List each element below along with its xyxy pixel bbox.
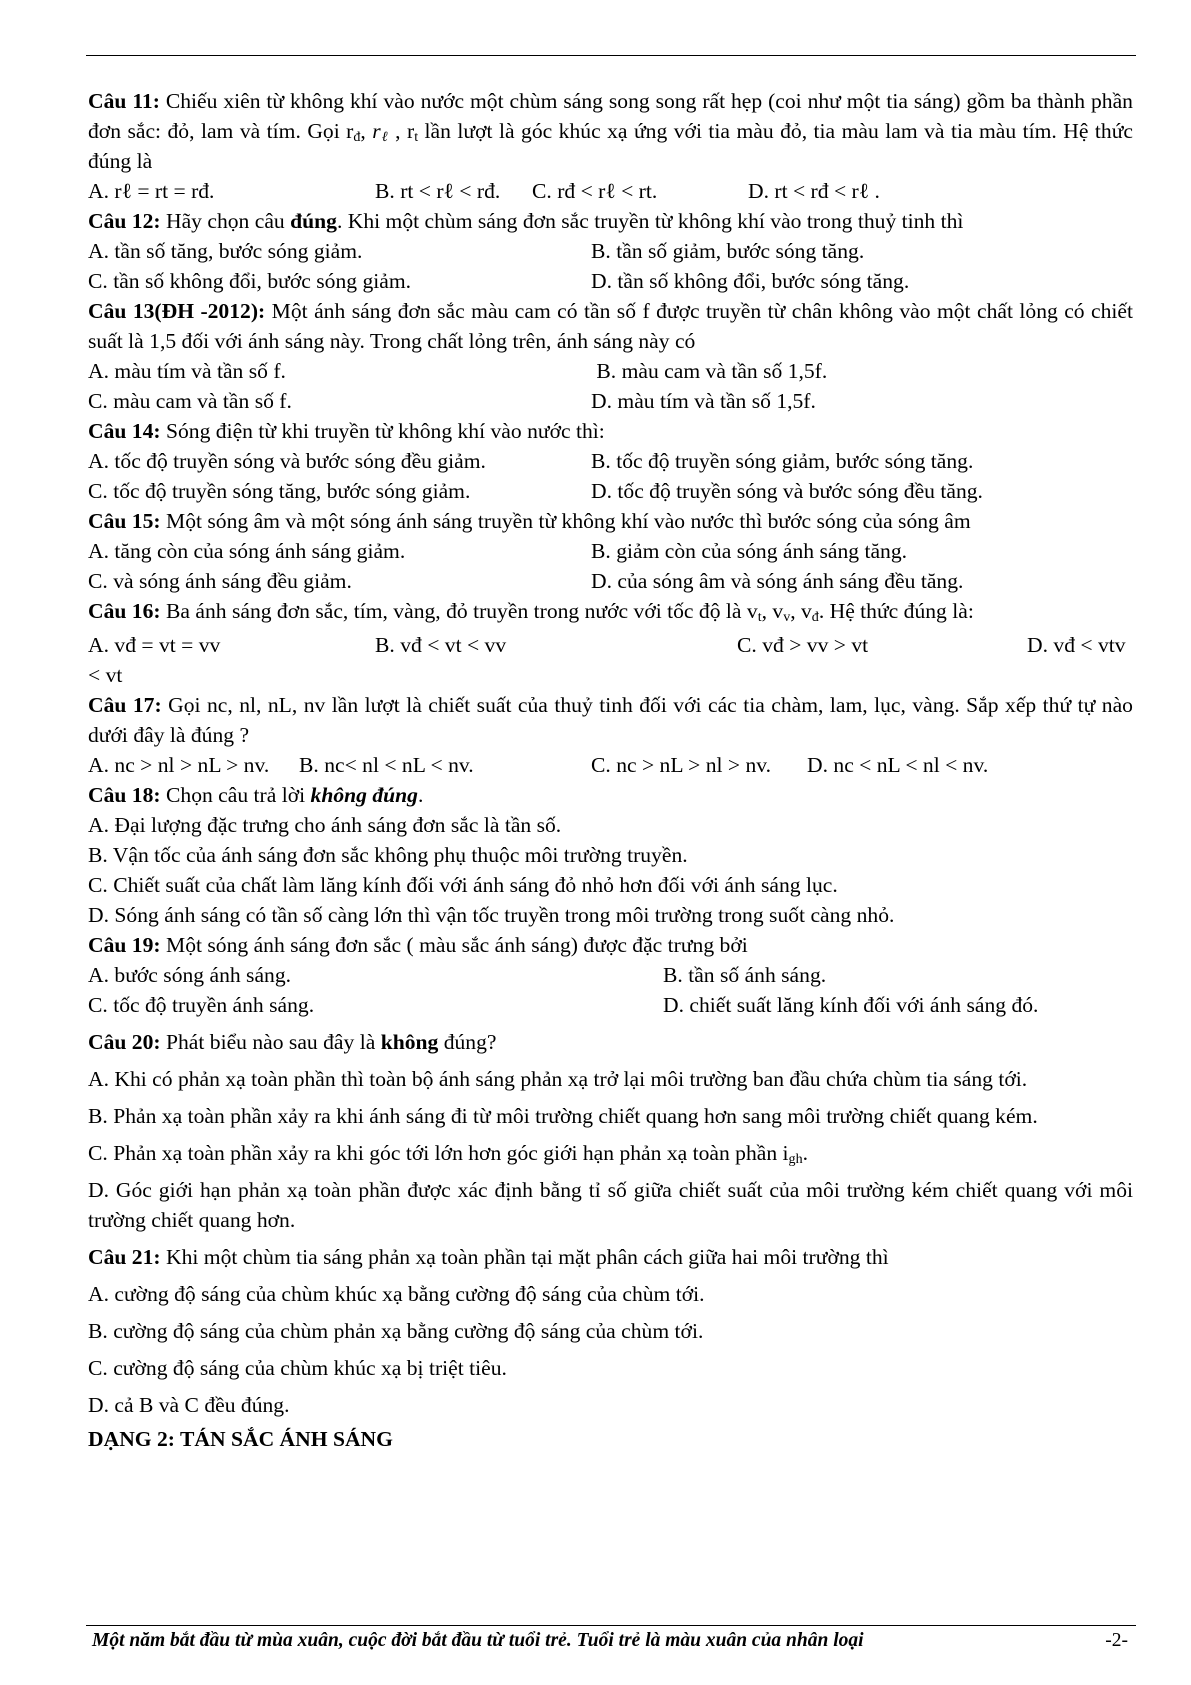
option-d[interactable]: D. vđ < vtv — [1027, 633, 1126, 657]
question-label: Câu 16: — [88, 599, 161, 623]
question-label: Câu 15: — [88, 509, 161, 533]
option-d[interactable]: D. Góc giới hạn phản xạ toàn phần được xác định bằng tỉ số giữa chiết suất của môi trường kém chiết quang với môi trường chiết quang hơn. — [88, 1178, 1133, 1232]
page-number: -2- — [1105, 1630, 1128, 1651]
option-d[interactable]: D. chiết suất lăng kính đối với ánh sáng đó. — [663, 993, 1039, 1017]
options-row — [88, 990, 1133, 1020]
question-text: Phát biểu nào sau đây là — [160, 1030, 381, 1054]
question-13 — [88, 296, 1133, 356]
question-text: . Khi một chùm sáng đơn sắc truyền từ không khí vào trong thuỷ tinh thì — [336, 209, 964, 233]
emphasis: không — [380, 1030, 439, 1054]
question-label: Câu 18: — [88, 783, 161, 807]
question-18 — [88, 780, 1133, 810]
subscript: đ — [353, 128, 361, 145]
page-footer — [92, 1630, 1132, 1652]
subscript: ℓ — [380, 128, 389, 145]
option-c[interactable]: C. cường độ sáng của chùm khúc xạ bị triệt tiêu. — [88, 1356, 507, 1380]
emphasis: đúng — [290, 209, 337, 233]
question-14 — [88, 416, 1133, 446]
question-text: . Hệ thức đúng là: — [818, 599, 974, 623]
subscript: v — [783, 608, 791, 625]
question-label: Câu 12: — [88, 209, 161, 233]
option-c[interactable]: C. tốc độ truyền ánh sáng. — [88, 993, 315, 1017]
question-text: . — [417, 783, 424, 807]
option-c[interactable]: C. tốc độ truyền sóng tăng, bước sóng giảm. — [88, 479, 471, 503]
question-text: Chọn câu trả lời — [160, 783, 311, 807]
option-a[interactable]: A. tần số tăng, bước sóng giảm. — [88, 239, 363, 263]
question-text: Gọi nc, nl, nL, nv lần lượt là chiết suất của thuỷ tinh đối với các tia chàm, lam, lục, vàng. Sắp xếp thứ tự nào dưới đây là đúng ? — [88, 693, 1133, 747]
option-b[interactable]: B. Vận tốc của ánh sáng đơn sắc không phụ thuộc môi trường truyền. — [88, 843, 688, 867]
question-label: Câu 14: — [88, 419, 161, 443]
question-20 — [88, 1027, 1133, 1057]
option-b[interactable]: B. rt < rℓ < rđ. — [375, 179, 501, 203]
question-17 — [88, 690, 1133, 750]
question-text: Sóng điện từ khi truyền từ không khí vào nước thì: — [160, 419, 605, 443]
question-label: Câu 21: — [88, 1245, 161, 1269]
option-a[interactable]: A. cường độ sáng của chùm khúc xạ bằng cường độ sáng của chùm tới. — [88, 1282, 705, 1306]
header-rule — [86, 55, 1136, 56]
option-a[interactable]: A. nc > nl > nL > nv. — [88, 753, 270, 777]
option-d[interactable]: D. nc < nL < nl < nv. — [807, 753, 989, 777]
option-d[interactable]: D. tần số không đổi, bước sóng tăng. — [591, 269, 910, 293]
option-b[interactable]: B. vđ < vt < vv — [375, 633, 507, 657]
option-a[interactable]: A. Đại lượng đặc trưng cho ánh sáng đơn sắc là tần số. — [88, 813, 562, 837]
options-row — [88, 266, 1133, 296]
option-b[interactable]: B. Phản xạ toàn phần xảy ra khi ánh sáng đi từ môi trường chiết quang hơn sang môi trường chiết quang kém. — [88, 1104, 1038, 1128]
subscript: t — [757, 608, 762, 625]
emphasis: không đúng — [310, 783, 418, 807]
option-d[interactable]: D. tốc độ truyền sóng và bước sóng đều tăng. — [591, 479, 983, 503]
question-text: Ba ánh sáng đơn sắc, tím, vàng, đỏ truyền trong nước với tốc độ là v — [160, 599, 758, 623]
option-b[interactable]: B. tần số ánh sáng. — [663, 963, 827, 987]
option-b[interactable]: B. nc< nl < nL < nv. — [299, 753, 474, 777]
question-11 — [88, 86, 1133, 176]
footer-slogan: Một năm bắt đầu từ mùa xuân, cuộc đời bắt đầu từ tuổi trẻ. Tuổi trẻ là màu xuân của nhân loại — [92, 1630, 864, 1651]
option-a[interactable]: A. rℓ = rt = rđ. — [88, 179, 215, 203]
subscript: đ — [811, 608, 819, 625]
question-text: Hãy chọn câu — [160, 209, 291, 233]
option-a[interactable]: A. tốc độ truyền sóng và bước sóng đều giảm. — [88, 449, 486, 473]
options-row-wrap — [88, 660, 1133, 690]
option-b[interactable]: B. màu cam và tần số 1,5f. — [591, 359, 828, 383]
option-a[interactable]: A. Khi có phản xạ toàn phần thì toàn bộ ánh sáng phản xạ trở lại môi trường ban đầu chứa chùm tia sáng tới. — [88, 1067, 1028, 1091]
option-c[interactable]: C. rđ < rℓ < rt. — [532, 179, 658, 203]
question-label: Câu 13(ĐH -2012): — [88, 299, 266, 323]
option-c[interactable]: C. màu cam và tần số f. — [88, 389, 292, 413]
question-text: , — [360, 119, 373, 143]
options-row — [88, 566, 1133, 596]
options-row — [88, 630, 1133, 660]
options-row — [88, 476, 1133, 506]
options-row — [88, 446, 1133, 476]
option-c[interactable]: C. vđ > vv > vt — [737, 633, 869, 657]
question-15 — [88, 506, 1133, 536]
option-d[interactable]: D. của sóng âm và sóng ánh sáng đều tăng. — [591, 569, 964, 593]
question-text: , v — [761, 599, 784, 623]
question-text: Một sóng âm và một sóng ánh sáng truyền từ không khí vào nước thì bước sóng của sóng âm — [160, 509, 971, 533]
option-a[interactable]: A. bước sóng ánh sáng. — [88, 963, 292, 987]
document-body — [88, 86, 1133, 1454]
question-12 — [88, 206, 1133, 236]
question-text: Một sóng ánh sáng đơn sắc ( màu sắc ánh sáng) được đặc trưng bởi — [160, 933, 748, 957]
question-text: , v — [790, 599, 812, 623]
subscript: t — [414, 128, 419, 145]
option-c[interactable]: C. và sóng ánh sáng đều giảm. — [88, 569, 352, 593]
question-text: , r — [388, 119, 415, 143]
subscript: gh — [788, 1150, 803, 1167]
question-text: Một ánh sáng đơn sắc màu cam có tần số f được truyền từ chân không vào một chất lỏng có chiết suất là 1,5 đối với ánh sáng này. Trong chất lỏng trên, ánh sáng này có — [88, 299, 1133, 353]
footer-rule — [86, 1625, 1136, 1626]
question-label: Câu 17: — [88, 693, 162, 717]
options-row — [88, 386, 1133, 416]
question-text: Chiếu xiên từ không khí vào nước một chùm sáng song song rất hẹp (coi như một tia sáng) gồm ba thành phần đơn sắc: đỏ, lam và tím. Gọi r — [88, 89, 1133, 143]
options-row — [88, 236, 1133, 266]
option-d[interactable]: D. màu tím và tần số 1,5f. — [591, 389, 816, 413]
option-b[interactable]: B. giảm còn của sóng ánh sáng tăng. — [591, 539, 908, 563]
option-c[interactable]: C. nc > nL > nl > nv. — [591, 753, 772, 777]
options-row — [88, 960, 1133, 990]
question-label: Câu 11: — [88, 89, 160, 113]
option-b[interactable]: B. tốc độ truyền sóng giảm, bước sóng tăng. — [591, 449, 974, 473]
question-21 — [88, 1242, 1133, 1272]
question-16 — [88, 596, 1133, 626]
option-a[interactable]: A. tăng còn của sóng ánh sáng giảm. — [88, 539, 406, 563]
option-a[interactable]: A. vđ = vt = vv — [88, 633, 221, 657]
options-row — [88, 750, 1133, 780]
question-19 — [88, 930, 1133, 960]
option-d-continued: < vt — [88, 663, 123, 687]
option-c[interactable]: C. tần số không đổi, bước sóng giảm. — [88, 269, 412, 293]
option-d[interactable]: D. cả B và C đều đúng. — [88, 1393, 290, 1417]
section-heading: DẠNG 2: TÁN SẮC ÁNH SÁNG — [88, 1427, 393, 1451]
option-d[interactable]: D. Sóng ánh sáng có tần số càng lớn thì vận tốc truyền trong môi trường trong suốt càng nhỏ. — [88, 903, 895, 927]
option-text: C. Phản xạ toàn phần xảy ra khi góc tới lớn hơn góc giới hạn phản xạ toàn phần i — [88, 1141, 789, 1165]
options-row — [88, 176, 1133, 206]
options-row — [88, 536, 1133, 566]
option-b[interactable]: B. cường độ sáng của chùm phản xạ bằng cường độ sáng của chùm tới. — [88, 1319, 704, 1343]
question-label: Câu 19: — [88, 933, 161, 957]
question-text: lần lượt là góc khúc xạ ứng với tia màu đỏ, tia màu lam và tia màu tím. Hệ thức đúng là — [88, 119, 1134, 173]
option-d[interactable]: D. rt < rđ < rℓ . — [748, 179, 880, 203]
option-text: . — [802, 1141, 808, 1165]
option-c[interactable] — [88, 1138, 1133, 1168]
question-text: đúng? — [438, 1030, 497, 1054]
symbol: r — [372, 119, 381, 143]
question-text: Khi một chùm tia sáng phản xạ toàn phần tại mặt phân cách giữa hai môi trường thì — [160, 1245, 889, 1269]
option-c[interactable]: C. Chiết suất của chất làm lăng kính đối với ánh sáng đỏ nhỏ hơn đối với ánh sáng lục. — [88, 873, 838, 897]
question-label: Câu 20: — [88, 1030, 161, 1054]
option-a[interactable]: A. màu tím và tần số f. — [88, 359, 286, 383]
option-b[interactable]: B. tần số giảm, bước sóng tăng. — [591, 239, 865, 263]
options-row — [88, 356, 1133, 386]
